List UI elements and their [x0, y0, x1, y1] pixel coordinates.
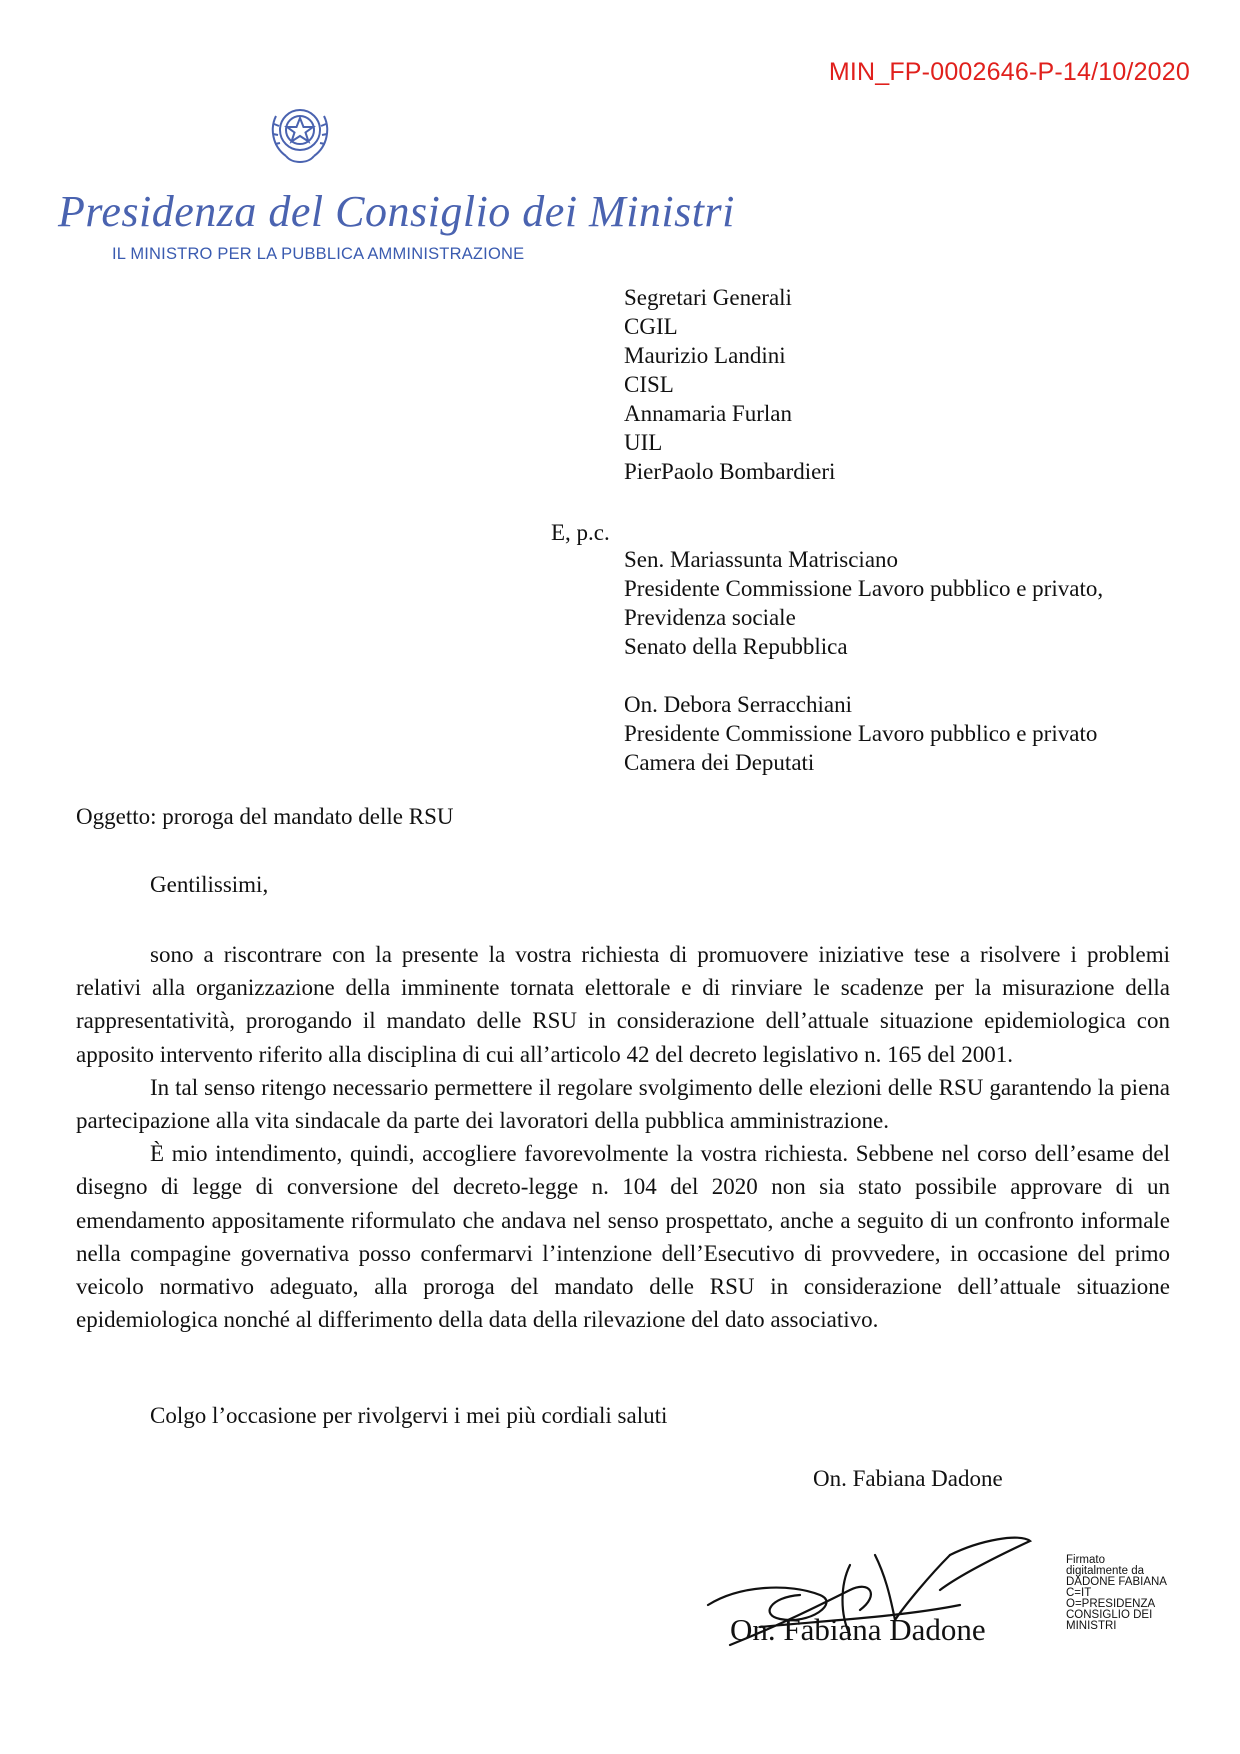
cc-line: Camera dei Deputati [624, 750, 815, 775]
cc-label: E, p.c. [551, 520, 610, 545]
cc-recipient-senate [624, 545, 1103, 661]
cc-line: Previdenza sociale [624, 605, 796, 630]
digital-signature-stamp [1066, 1555, 1167, 1632]
cc-line: Presidente Commissione Lavoro pubblico e privato [624, 721, 1098, 746]
recipients-block [624, 283, 835, 486]
digital-signature-line: C=IT [1066, 1587, 1092, 1599]
digital-signature-line: digitalmente da [1066, 1565, 1144, 1577]
signature-name-text: On. Fabiana Dadone [730, 1612, 986, 1647]
signer-name: On. Fabiana Dadone [813, 1466, 1003, 1491]
letter-body [76, 938, 1170, 1336]
digital-signature-line: Firmato [1066, 1554, 1105, 1566]
body-paragraph: In tal senso ritengo necessario permettere il regolare svolgimento delle elezioni delle RSU garantendo la piena partecipazione alla vita sindacale da parte dei lavoratori della pubblica amministrazione. [76, 1074, 1170, 1134]
protocol-number: MIN_FP-0002646-P-14/10/2020 [828, 58, 1190, 86]
cc-line: Sen. Mariassunta Matrisciano [624, 547, 899, 572]
institution-name: Presidenza del Consiglio dei Ministri [58, 187, 735, 236]
office-name: IL MINISTRO PER LA PUBBLICA AMMINISTRAZIONE [112, 245, 525, 263]
body-paragraph: sono a riscontrare con la presente la vostra richiesta di promuovere iniziative tese a risolvere i problemi relativi alla organizzazione della imminente tornata elettorale e di rinviare le scadenze per la misurazione della rappresentatività, prorogando il mandato delle RSU in considerazione dell’attuale situazione epidemiologica con apposito intervento riferito alla disciplina di cui all’articolo 42 del decreto legislativo n. 165 del 2001. [76, 942, 1170, 1067]
cc-line: Senato della Repubblica [624, 634, 848, 659]
greeting: Gentilissimi, [150, 872, 269, 897]
digital-signature-line: MINISTRI [1066, 1620, 1117, 1632]
digital-signature-line: CONSIGLIO DEI [1066, 1609, 1153, 1621]
digital-signature-line: O=PRESIDENZA [1066, 1598, 1156, 1610]
cc-line: Presidente Commissione Lavoro pubblico e privato, [624, 576, 1104, 601]
recipient-line: Annamaria Furlan [624, 401, 792, 426]
subject-line: Oggetto: proroga del mandato delle RSU [76, 804, 454, 829]
recipient-line: UIL [624, 430, 663, 455]
recipient-line: CGIL [624, 314, 678, 339]
body-paragraph: È mio intendimento, quindi, accogliere favorevolmente la vostra richiesta. Sebbene nel corso dell’esame del disegno di legge di conversione del decreto-legge n. 104 del 2020 non sia stato possibile approvare di un emendamento appositamente riformulato che andava nel senso prospettato, anche a seguito di un confronto informale nella compagine governativa posso confermarvi l’intenzione dell’Esecutivo di provvedere, in occasione del primo veicolo normativo adeguato, alla proroga del mandato delle RSU in considerazione dell’attuale situazione epidemiologica nonché al differimento della data della rilevazione del dato associativo. [76, 1141, 1170, 1333]
recipient-line: CISL [624, 372, 674, 397]
closing-line: Colgo l’occasione per rivolgervi i mei più cordiali saluti [150, 1403, 668, 1428]
cc-recipient-chamber [624, 690, 1097, 777]
recipient-line: Maurizio Landini [624, 343, 786, 368]
cc-line: On. Debora Serracchiani [624, 692, 852, 717]
recipient-line: PierPaolo Bombardieri [624, 459, 836, 484]
digital-signature-line: DADONE FABIANA [1066, 1576, 1167, 1588]
italian-republic-emblem-icon [262, 94, 338, 170]
recipient-line: Segretari Generali [624, 285, 792, 310]
